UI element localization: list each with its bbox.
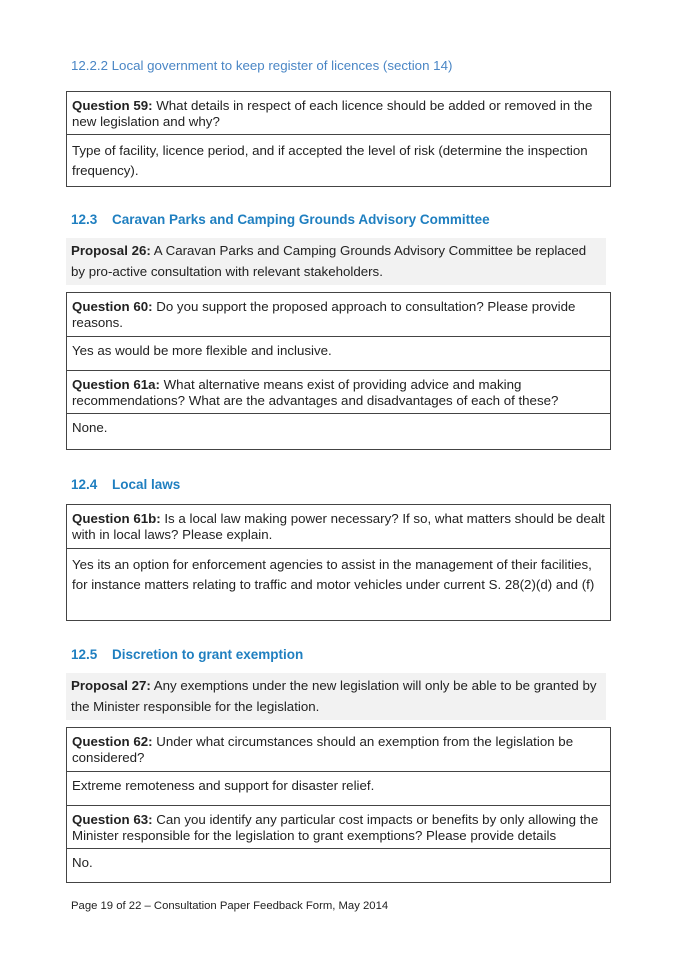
questions-60-61a-box: [66, 292, 611, 450]
question-61b-box: [66, 504, 611, 621]
question-61a: [67, 370, 610, 413]
answer-63: No.: [67, 848, 610, 882]
question-text: Do you support the proposed approach to consultation? Please provide reasons.: [72, 299, 576, 330]
question-60: [67, 293, 610, 336]
question-59: [67, 92, 610, 134]
page-footer: Page 19 of 22 – Consultation Paper Feedback Form, May 2014: [71, 900, 389, 912]
answer-62: Extreme remoteness and support for disaster relief.: [67, 771, 610, 805]
question-label: Question 60:: [72, 299, 153, 314]
proposal-27: [66, 673, 606, 720]
question-label: Question 62:: [72, 734, 153, 749]
question-label: Question 61a:: [72, 377, 160, 392]
proposal-label: Proposal 27:: [71, 678, 151, 693]
question-text: What details in respect of each licence should be added or removed in the new legislation and why?: [72, 98, 593, 129]
proposal-label: Proposal 26:: [71, 243, 151, 258]
answer-59: Type of facility, licence period, and if accepted the level of risk (determine the inspection frequency).: [67, 134, 610, 186]
answer-61a: None.: [67, 413, 610, 449]
question-text: Under what circumstances should an exemption from the legislation be considered?: [72, 734, 574, 765]
question-62: [67, 728, 610, 771]
questions-62-63-box: [66, 727, 611, 883]
section-heading-12-4: [71, 477, 180, 492]
question-63: [67, 805, 610, 848]
question-text: Is a local law making power necessary? If so, what matters should be dealt with in local laws? Please explain.: [72, 511, 605, 542]
question-label: Question 63:: [72, 812, 153, 827]
subsection-heading: 12.2.2 Local government to keep register of licences (section 14): [71, 58, 453, 73]
question-59-box: [66, 91, 611, 187]
section-number: 12.4: [71, 477, 98, 492]
section-title: Discretion to grant exemption: [112, 647, 304, 662]
section-title: Caravan Parks and Camping Grounds Advisory Committee: [112, 212, 490, 227]
question-61b: [67, 505, 610, 548]
proposal-text: A Caravan Parks and Camping Grounds Advisory Committee be replaced by pro-active consultation with relevant stakeholders.: [71, 243, 587, 279]
question-label: Question 59:: [72, 98, 153, 113]
section-title: Local laws: [112, 477, 181, 492]
question-text: Can you identify any particular cost impacts or benefits by only allowing the Minister responsible for the legislation to grant exemptions? Please provide details: [72, 812, 599, 843]
proposal-26: [66, 238, 606, 285]
section-number: 12.5: [71, 647, 98, 662]
section-heading-12-3: [71, 212, 490, 227]
answer-60: Yes as would be more flexible and inclusive.: [67, 336, 610, 370]
section-number: 12.3: [71, 212, 98, 227]
question-label: Question 61b:: [72, 511, 161, 526]
answer-61b: Yes its an option for enforcement agencies to assist in the management of their facilities, for instance matters relating to traffic and motor vehicles under current S. 28(2)(d) and (f): [67, 548, 610, 620]
proposal-text: Any exemptions under the new legislation will only be able to be granted by the Minister responsible for the legislation.: [71, 678, 597, 714]
question-text: What alternative means exist of providing advice and making recommendations? What are the advantages and disadvantages of each of these?: [72, 377, 559, 408]
section-heading-12-5: [71, 647, 303, 662]
